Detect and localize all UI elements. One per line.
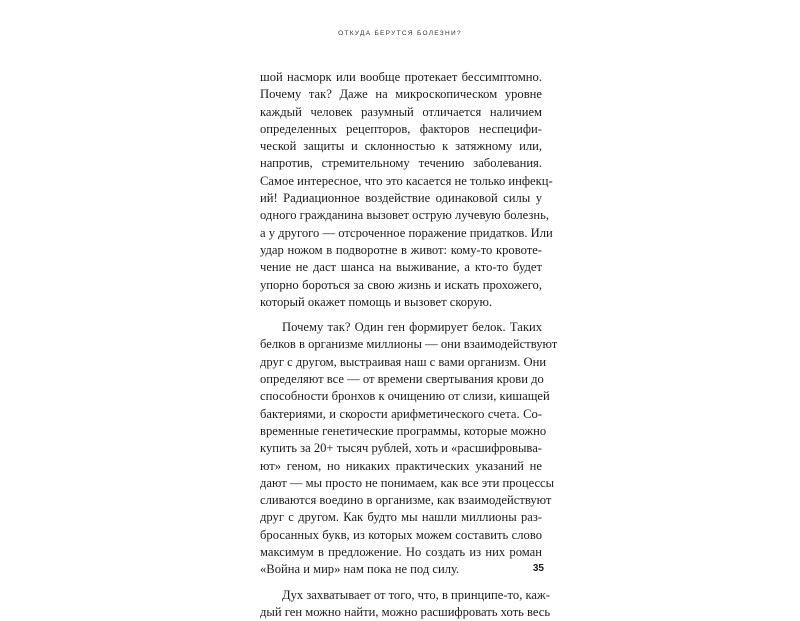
text-line: дают — мы просто не понимаем, как все эти процессы	[260, 475, 555, 490]
text-line: который окажет помощь и вызовет скорую.	[260, 294, 493, 309]
text-line: упорно бороться за свою жизнь и искать прохожего,	[260, 277, 542, 292]
text-line: ческой защиты и склонностью к затяжному или,	[260, 139, 542, 154]
text-line: ют» геном, но никаких практических указаний не	[260, 458, 542, 473]
text-line: определенных рецепторов, факторов неспецифи-	[260, 121, 542, 136]
text-line: определяют все — от времени свертывания крови до	[260, 372, 544, 387]
paragraph	[260, 69, 553, 311]
text-line: бросанных букв, из которых можем составить слово	[260, 527, 542, 542]
text-line: одного гражданина вызовет острую лучевую болезнь,	[260, 208, 549, 223]
text-line: удар ножом в подворотне в живот: кому-то кровоте-	[260, 242, 542, 257]
text-line: сливаются воедино в организме, как взаимодействуют	[260, 493, 552, 508]
paragraph-gap	[260, 579, 542, 587]
text-line: чение не даст шанса на выживание, а кто-то будет	[260, 260, 542, 275]
paragraph	[260, 587, 551, 621]
text-line: друг с другом. Как будто мы нашли миллионы раз-	[260, 510, 542, 525]
text-line: «Война и мир» нам пока не под силу.	[260, 562, 460, 577]
text-line: друг с другом, выстраивая наш с вами организм. Они	[260, 354, 547, 369]
running-head: ОТКУДА БЕРУТСЯ БОЛЕЗНИ?	[338, 30, 462, 37]
text-line: купить за 20+ тысяч рублей, хоть и «расшифровыва-	[260, 441, 542, 456]
text-line: дый ген можно найти, можно расшифровать хоть весь	[260, 604, 551, 619]
body-text	[260, 69, 558, 621]
page-number: 35	[532, 563, 544, 574]
text-line: бактериями, и скорости арифметического счета. Со-	[260, 406, 542, 421]
text-line: шой насморк или вообще протекает бессимптомно.	[260, 70, 542, 84]
text-line: Почему так? Даже на микроскопическом уровне	[260, 87, 542, 102]
text-line: временные генетические программы, которые можно	[260, 423, 547, 438]
text-line: каждый человек разумный отличается наличием	[260, 104, 542, 119]
text-line: напротив, стремительному течению заболевания.	[260, 156, 542, 171]
text-line: Самое интересное, что это касается не только инфекц-	[260, 173, 553, 188]
text-line: белков в организме миллионы — они взаимодействуют	[260, 337, 558, 352]
paragraph	[260, 319, 558, 578]
text-line: способности бронхов к очищению от слизи, кишащей	[260, 389, 550, 404]
paragraph-gap	[260, 311, 542, 319]
text-line: максимум в предложение. Но создать из них роман	[260, 545, 542, 560]
text-line: ий! Радиационное воздействие одинаковой силы у	[260, 191, 542, 206]
text-line: Дух захватывает от того, что, в принципе-то, каж-	[282, 587, 550, 602]
text-line: а у другого — отсроченное поражение придатков. Или	[260, 225, 553, 240]
text-line: Почему так? Один ген формирует белок. Таких	[282, 320, 542, 335]
